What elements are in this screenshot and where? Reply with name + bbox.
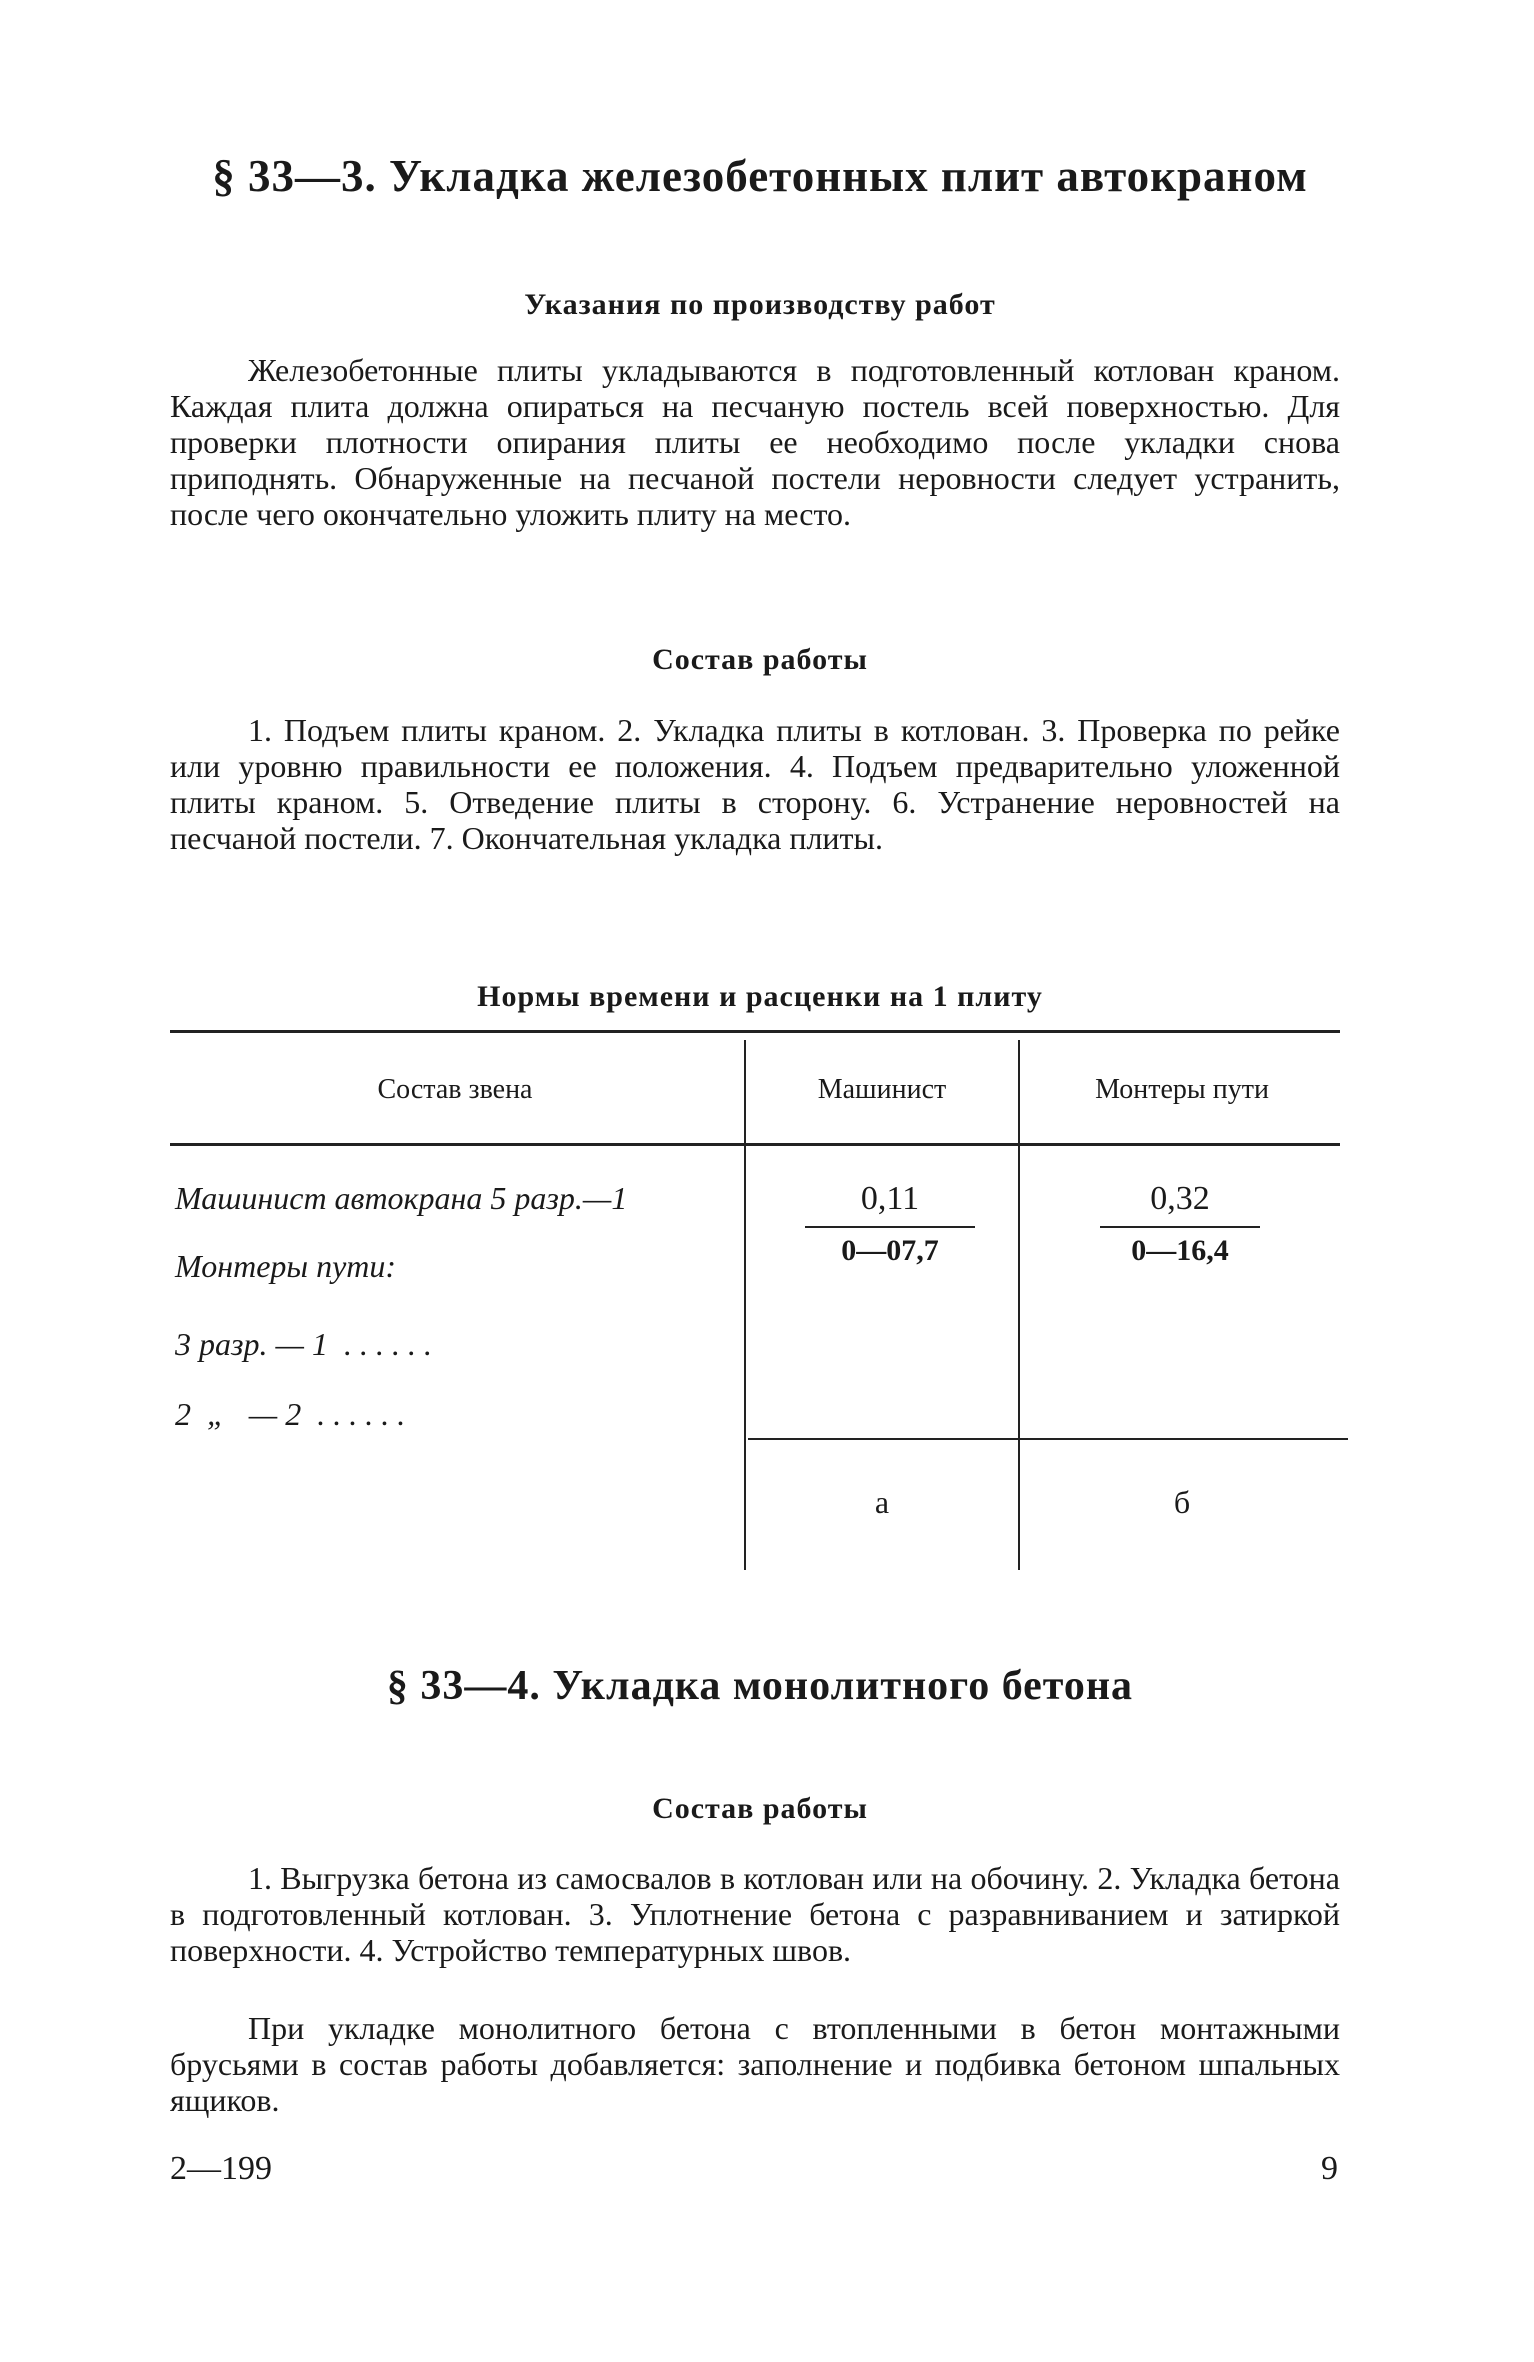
machinist-time-norm: 0,11 [860,1180,920,1217]
track-rate: 0—16,4 [1131,1234,1229,1267]
work-composition-heading: Состав работы [652,643,868,676]
page-number: 9 [1321,2150,1338,2187]
monolithic-extra-paragraph: При укладке монолитного бетона с втопленными в бетон монтажными брусьями в состав работы добавляется: заполнение и подбивка бетоном шпальных ящиков. [170,2010,1340,2118]
footer-signature: 2—199 [170,2150,272,2187]
work-composition-paragraph: 1. Подъем плиты краном. 2. Укладка плиты в котлован. 3. Проверка по рейке или уровню правильности ее положения. 4. Подъем предварительно уложенной плиты краном. 5. Отведение плиты в сторону. 6. Устранение неровностей на песчаной постели. 7. Окончательная укладка плиты. [170,712,1340,856]
table-header-rule [170,1143,1340,1146]
track-time-norm: 0,32 [1150,1180,1210,1217]
table-divider-1 [744,1040,746,1570]
crew-line-grade-2: 2 „ — 2 . . . . . . [175,1396,406,1432]
track-fraction-bar [1100,1226,1260,1228]
instructions-heading: Указания по производству работ [524,288,996,321]
table-heading: Нормы времени и расценки на 1 плиту [477,980,1043,1013]
table-divider-2 [1018,1040,1020,1570]
document-page [170,0,1350,2362]
instructions-paragraph: Железобетонные плиты укладываются в подготовленный котлован краном. Каждая плита должна опираться на песчаную постель всей поверхностью. Для проверки плотности опирания плиты ее необходимо после укладки снова приподнять. Обнаруженные на песчаной постели неровности следует устранить, после чего окончательно уложить плиту на место. [170,352,1340,532]
section-title-33-4: § 33—4. Укладка монолитного бетона [386,1663,1134,1709]
work-composition-paragraph-2: 1. Выгрузка бетона из самосвалов в котлован или на обочину. 2. Укладка бетона в подготовленный котлован. 3. Уплотнение бетона с разравниванием и затиркой поверхности. 4. Устройство температурных швов. [170,1860,1340,1968]
col-header-crew: Состав звена [377,1074,533,1105]
col-header-track-workers: Монтеры пути [1095,1074,1269,1105]
work-composition-heading-2: Состав работы [652,1792,868,1825]
col-header-machinist: Машинист [817,1074,947,1105]
col-letter-b: б [1173,1484,1191,1520]
machinist-rate: 0—07,7 [841,1234,939,1267]
crew-line-grade-3: 3 разр. — 1 . . . . . . [175,1326,432,1362]
table-top-rule [170,1030,1340,1033]
crew-line-track-workers: Монтеры пути: [175,1248,397,1284]
machinist-fraction-bar [805,1226,975,1228]
table-letter-rule [748,1438,1348,1440]
col-letter-a: а [874,1484,890,1520]
crew-line-machinist: Машинист автокрана 5 разр.—1 [175,1180,628,1216]
section-title-33-3: § 33—3. Укладка железобетонных плит автокраном [212,151,1308,201]
